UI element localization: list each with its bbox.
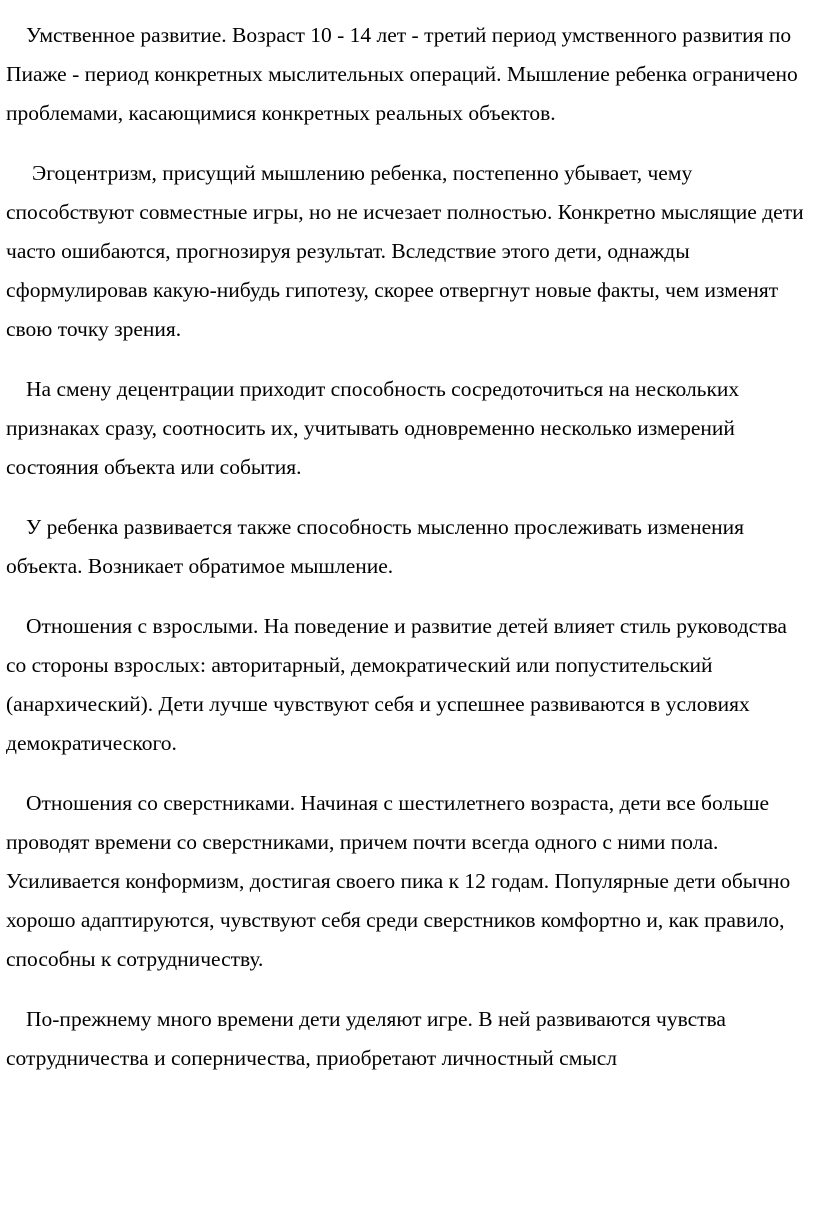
paragraph-reversible-thinking: У ребенка развивается также способность мысленно прослеживать изменения объекта. Возникает обратимое мышление. xyxy=(6,515,745,578)
paragraph-relations-with-adults: Отношения с взрослыми. На поведение и развитие детей влияет стиль руководства со стороны взрослых: авторитарный, демократический или попустительский (анархический). Дети лучше чувствуют себя и успешнее развиваются в условиях демократического. xyxy=(6,614,787,755)
paragraph-play: По-прежнему много времени дети уделяют игре. В ней развиваются чувства сотрудничества и соперничества, приобретают личностный смысл xyxy=(6,1007,726,1070)
paragraph-mental-development: Умственное развитие. Возраст 10 - 14 лет - третий период умственного развития по Пиаже - период конкретных мыслительных операций. Мышление ребенка ограничено проблемами, касающимися конкретных реальных объектов. xyxy=(6,23,798,125)
paragraph-decentration: На смену децентрации приходит способность сосредоточиться на нескольких признаках сразу, соотносить их, учитывать одновременно несколько измерений состояния объекта или события. xyxy=(6,377,740,479)
paragraph-relations-with-peers: Отношения со сверстниками. Начиная с шестилетнего возраста, дети все больше проводят времени со сверстниками, причем почти всегда одного с ними пола. Усиливается конформизм, достигая своего пика к 12 годам. Популярные дети обычно хорошо адаптируются, чувствуют себя среди сверстников комфортно и, как правило, способны к сотрудничеству. xyxy=(6,791,791,971)
paragraph-egocentrism: Эгоцентризм, присущий мышлению ребенка, постепенно убывает, чему способствуют совместные игры, но не исчезает полностью. Конкретно мыслящие дети часто ошибаются, прогнозируя результат. Вследствие этого дети, однажды сформулировав какую-нибудь гипотезу, скорее отвергнут новые факты, чем изменят свою точку зрения. xyxy=(6,161,804,341)
